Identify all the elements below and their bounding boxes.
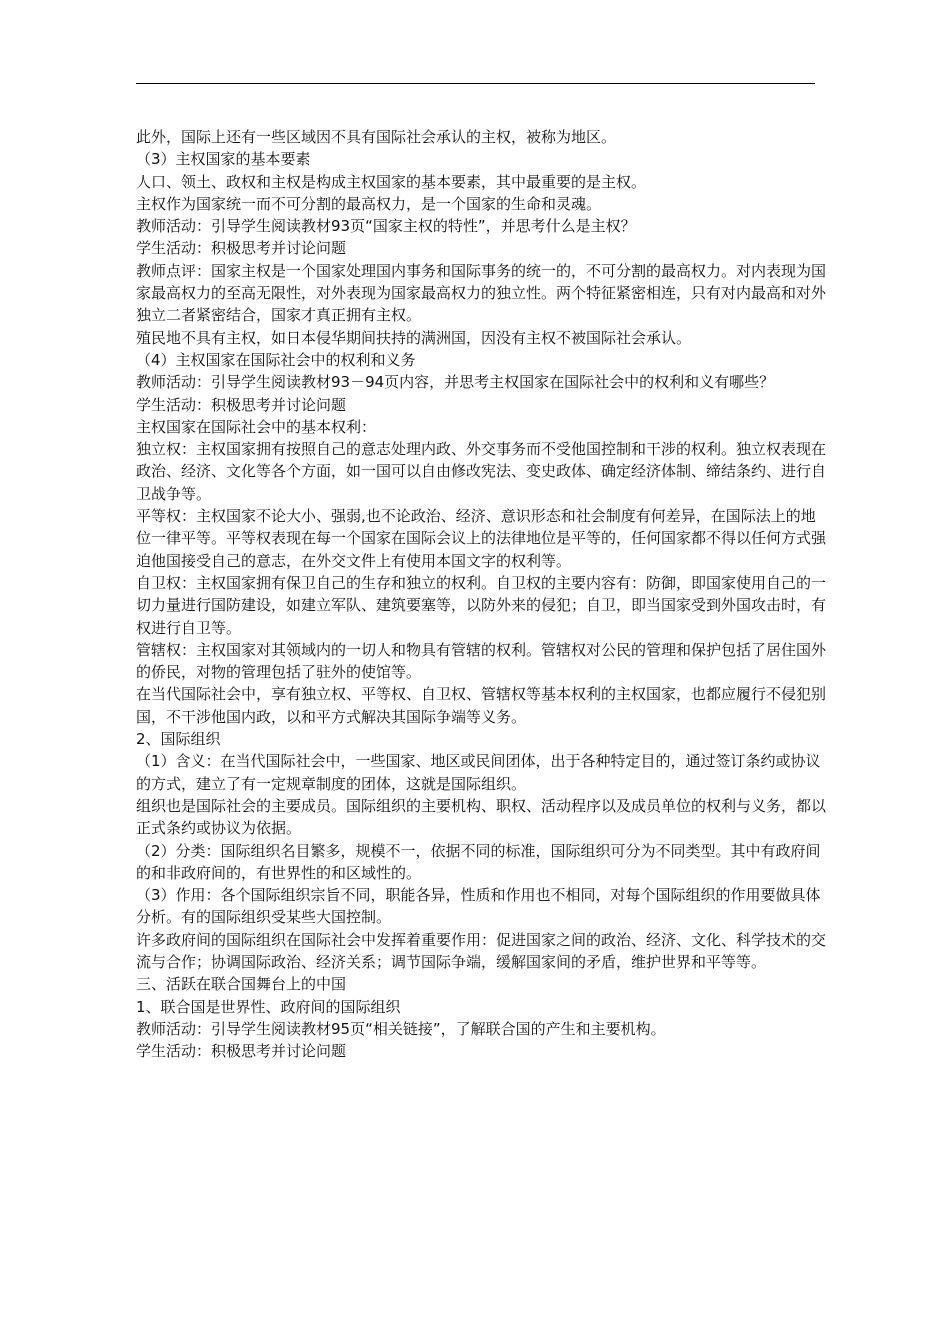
teacher-activity-3: 教师活动：引导学生阅读教材95页“相关链接”，了解联合国的产生和主要机构。 [136, 1019, 666, 1038]
heading-china-un: 三、活跃在联合国舞台上的中国 [136, 975, 347, 994]
paragraph-definition: （1）含义：在当代国际社会中，一些国家、地区或民间团体，出于各种特定目的，通过签订条约或协议的方式，建立了有一定规章制度的团体，这就是国际组织。 [136, 752, 821, 793]
paragraph-sovereignty-soul: 主权作为国家统一而不可分割的最高权力，是一个国家的生命和灵魂。 [136, 194, 602, 213]
paragraph-duties: 在当代国际社会中，享有独立权、平等权、自卫权、管辖权等基本权利的主权国家，也都应履行不侵犯别国，不干涉他国内政，以和平方式解决其国际争端等义务。 [136, 685, 827, 726]
student-activity-1: 学生活动：积极思考并讨论问题 [136, 239, 347, 258]
paragraph-colony: 殖民地不具有主权，如日本侵华期间扶持的满洲国，因没有主权不被国际社会承认。 [136, 328, 692, 347]
paragraph-self-defense-right: 自卫权：主权国家拥有保卫自己的生存和独立的权利。自卫权的主要内容有：防御，即国家使用自己的一切力量进行国防建设，如建立军队、建筑要塞等，以防外来的侵犯；自卫，即当国家受到外国攻击时，有权进行自卫等。 [136, 573, 827, 637]
student-activity-2: 学生活动：积极思考并讨论问题 [136, 395, 347, 414]
paragraph-regions: 此外，国际上还有一些区域因不具有国际社会承认的主权，被称为地区。 [136, 128, 617, 146]
heading-basic-elements: （3）主权国家的基本要素 [136, 150, 311, 169]
teacher-activity-2: 教师活动：引导学生阅读教材93－94页内容，并思考主权国家在国际社会中的权利和义有哪些？ [136, 373, 775, 392]
paragraph-equality-right: 平等权：主权国家不论大小、强弱,也不论政治、经济、意识形态和社会制度有何差异，在国际法上的地位一律平等。平等权表现在每一个国家在国际会议上的法律地位是平等的，任何国家都不得以任何方式强迫他国接受自己的意志，在外交文件上有使用本国文字的权利等。 [136, 507, 827, 570]
paragraph-jurisdiction-right: 管辖权：主权国家对其领域内的一切人和物具有管辖的权利。管辖权对公民的管理和保护包括了居住国外的侨民，对物的管理包括了驻外的使馆等。 [136, 640, 827, 682]
paragraph-independence-right: 独立权：主权国家拥有按照自己的意志处理内政、外交事务而不受他国控制和干涉的权利。独立权表现在政治、经济、文化等各个方面，如一国可以自由修改宪法、变史政体、确定经济体制、缔结条约、进行自卫战争等。 [136, 440, 827, 503]
paragraph-basic-rights: 主权国家在国际社会中的基本权利： [136, 417, 377, 436]
paragraph-basic-elements: 人口、领土、政权和主权是构成主权国家的基本要素，其中最重要的是主权。 [136, 172, 647, 191]
heading-un-organization: 1、联合国是世界性、政府间的国际组织 [136, 997, 401, 1016]
teacher-comment: 教师点评：国家主权是一个国家处理国内事务和国际事务的统一的，不可分割的最高权力。对内表现为国家最高权力的至高无限性，对外表现为国家最高权力的独立性。两个特征紧密相连，只有对内最高和对外独立二者紧密结合，国家才真正拥有主权。 [136, 261, 827, 325]
paragraph-members: 组织也是国际社会的主要成员。国际组织的主要机构、职权、活动程序以及成员单位的权利与义务，都以正式条约或协议为依据。 [136, 796, 827, 838]
heading-rights-duties: （4）主权国家在国际社会中的权利和义务 [136, 350, 416, 369]
paragraph-classification: （2）分类：国际组织名目繁多，规模不一，依据不同的标准，国际组织可分为不同类型。其中有政府间的和非政府间的，有世界性的和区域性的。 [136, 841, 821, 882]
teacher-activity-1: 教师活动：引导学生阅读教材93页“国家主权的特性”，并思考什么是主权？ [136, 217, 636, 236]
paragraph-function: （3）作用：各个国际组织宗旨不同，职能各异，性质和作用也不相同，对每个国际组织的作用要做具体分析。有的国际组织受某些大国控制。 [136, 886, 821, 927]
heading-international-organizations: 2、国际组织 [136, 730, 221, 749]
paragraph-important-role: 许多政府间的国际组织在国际社会中发挥着重要作用：促进国家之间的政治、经济、文化、科学技术的交流与合作；协调国际政治、经济关系；调节国际争端，缓解国家间的矛盾，维护世界和平等等。 [136, 930, 827, 971]
document-body [136, 126, 826, 1062]
student-activity-3: 学生活动：积极思考并讨论问题 [136, 1042, 347, 1061]
header-rule [136, 83, 815, 84]
